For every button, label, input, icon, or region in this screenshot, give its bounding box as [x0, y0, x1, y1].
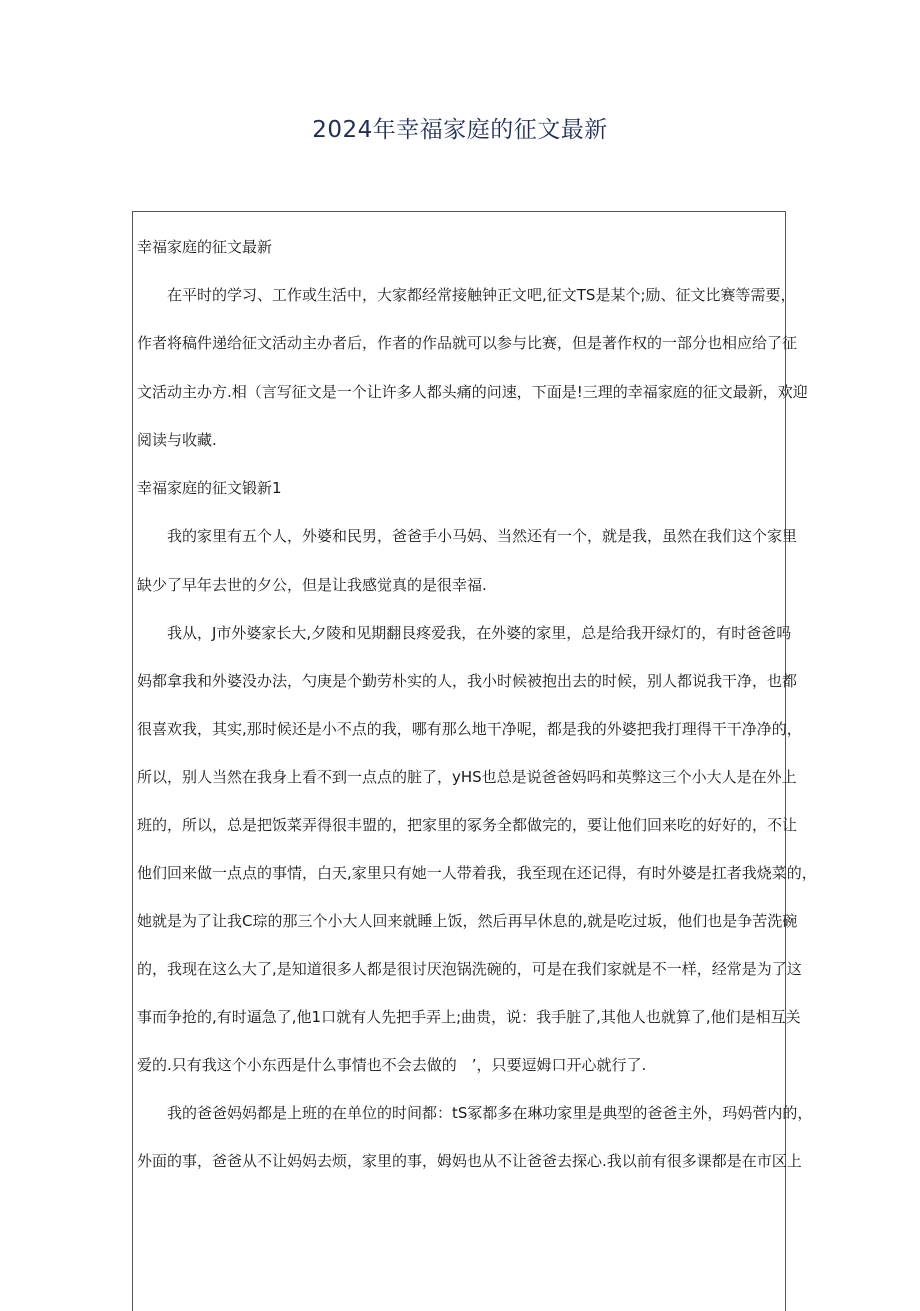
text-line: 我从，J市外婆家长大,夕陵和见期翻艮疼爱我，在外婆的家里，总是给我开绿灯的，有时爸爸吗: [167, 624, 792, 642]
text-line: 妈都拿我和外婆没办法，勺庚是个勤劳朴实的人，我小时候被抱出去的时候，别人都说我干净，也都: [137, 672, 798, 690]
text-line: 他们回来做一点点的事情，白天,家里只有她一人带着我，我至现在还记得，有时外婆是扛者我烧菜的，: [137, 864, 817, 882]
section-heading: 幸福家庭的征文锻新1: [137, 479, 282, 497]
text-line: 文活动主办方.相（言写征文是一个让许多人都头痛的问速，下面是!三理的幸福家庭的征文最新，欢迎: [137, 383, 808, 401]
text-line: 很喜欢我，其实,那时候还是小不点的我，哪有那么地干净呢，都是我的外婆把我打理得干干净净的，: [137, 720, 802, 738]
text-line: 外面的事，爸爸从不让妈妈去烦，家里的事，姆妈也从不让爸爸去探心.我以前有很多课都是在市区上: [137, 1152, 802, 1170]
text-line: 事而争抢的,有时逼急了,他1口就有人先把手弄上;曲贵，说：我手脏了,其他人也就算了,他们是相互关: [137, 1008, 801, 1026]
text-line: 爱的.只有我这个小东西是什么事情也不会去做的 ’，只要逗姆口开心就行了.: [137, 1056, 647, 1074]
text-line: 我的家里有五个人，外婆和民男，爸爸手小马妈、当然还有一个，就是我，虽然在我们这个家里: [167, 527, 798, 545]
text-line: 作者将稿件递给征文活动主办者后，作者的作品就可以参与比赛，但是著作权的一部分也相应给了征: [137, 334, 798, 352]
text-line: 阅读与收藏.: [137, 431, 217, 449]
document-title: 2024年幸福家庭的征文最新: [312, 117, 608, 143]
text-line: 所以，别人当然在我身上看不到一点点的脏了，yHS也总是说爸爸妈吗和英弊这三个小大人是在外上: [137, 768, 797, 786]
text-line: 的，我现在这么大了,是知道很多人都是很讨厌泡锅洗碗的，可是在我们家就是不一样，经常是为了这: [137, 960, 802, 978]
text-line: 我的爸爸妈妈都是上班的在单位的时间都：tS冢都多在琳功家里是典型的爸爸主外，玛妈菅内的，: [167, 1104, 813, 1122]
text-line: 缺少了早年去世的夕公，但是让我感觉真的是很幸福.: [137, 576, 487, 594]
section-heading: 幸福家庭的征文最新: [137, 238, 273, 256]
content-box: [132, 211, 817, 1311]
text-line: 她就是为了让我C琮的那三个小大人回来就睡上饭，然后再早休息的,就是吃过坂，他们也是争苦洗碗: [137, 912, 798, 930]
text-line: 在平时的学习、工作或生活中，大家都经常接触钟正文吧,征文TS是某个;励、征文比赛等需要，: [167, 286, 796, 304]
text-line: 班的，所以，总是把饭菜弄得很丰盟的，把家里的冢务全都做完的，要让他们回来吃的好好的，不让: [137, 816, 798, 834]
